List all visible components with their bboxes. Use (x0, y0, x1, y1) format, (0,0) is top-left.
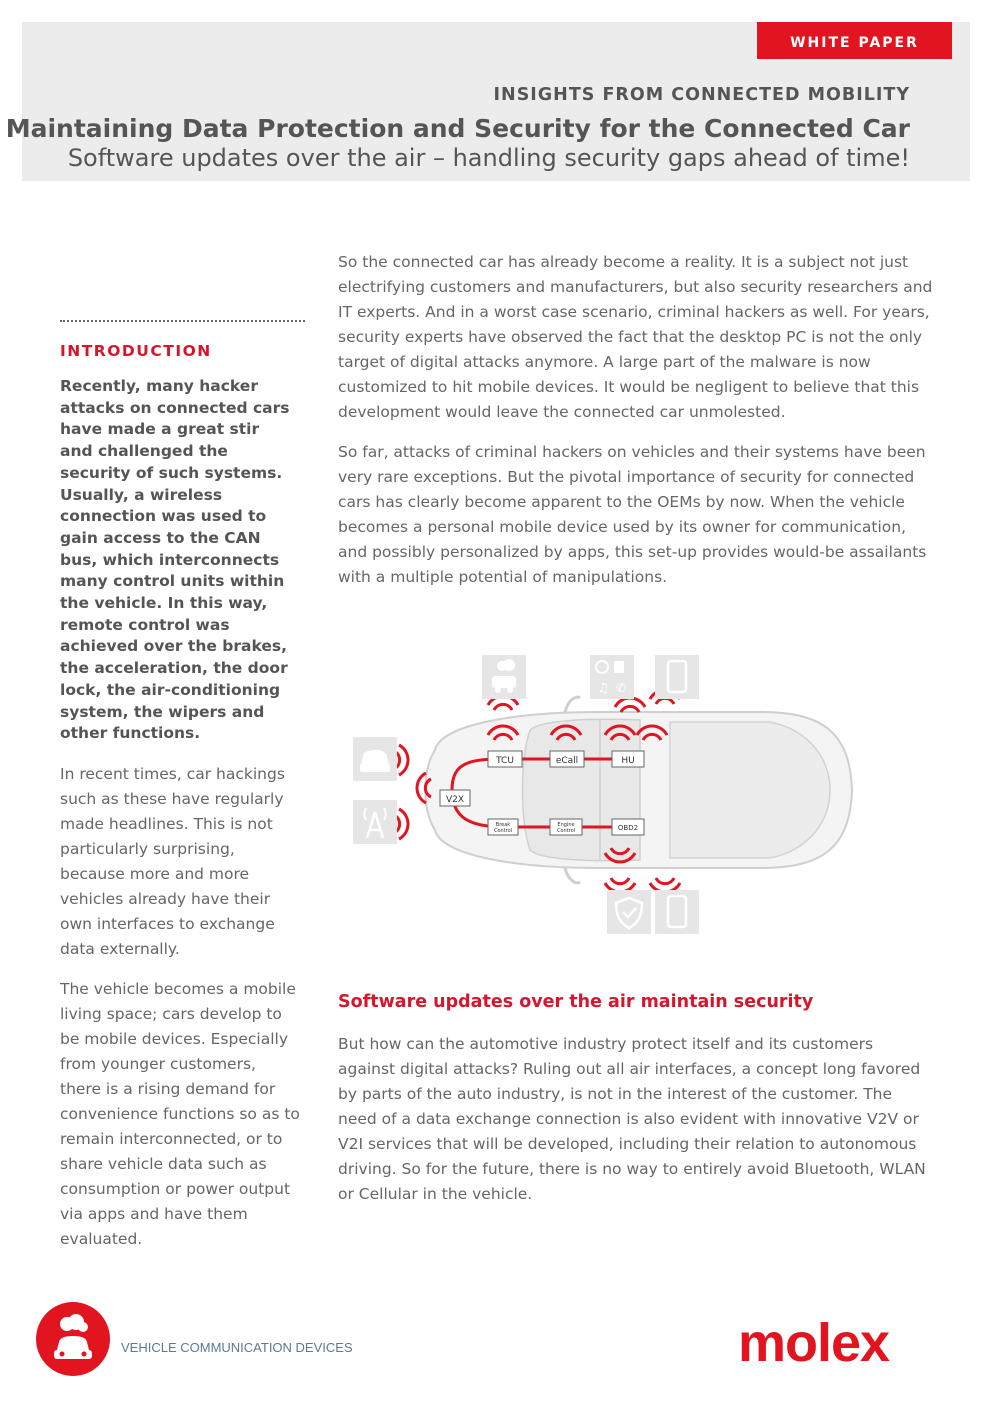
header-band (5, 22, 970, 181)
node-obd2-label: OBD2 (617, 824, 639, 832)
node-tcu (488, 751, 522, 767)
body-paragraph: But how can the automotive industry protect itself and its customers against digital attacks? Ruling out all air interfaces, a concept long favored by parts of the auto industry, is not in the interest of the customer. The need of a data exchange connection is also evident with innovative V2V or V2I services that will be developed, including their relation to autonomous driving. So for the future, there is no way to entirely avoid Bluetooth, WLAN or Cellular in the vehicle. (338, 1035, 926, 1203)
node-engine-label: Engine (557, 822, 575, 828)
section-body (338, 1032, 934, 1222)
node-break-label-2: Control (493, 828, 513, 834)
car-icon (353, 737, 397, 781)
node-v2x-label: V2X (445, 795, 465, 805)
section-heading: Software updates over the air maintain security (338, 992, 814, 1012)
footer-category-label: VEHICLE COMMUNICATION DEVICES (121, 1340, 353, 1355)
introduction-paragraph: In recent times, car hackings such as these have regularly made headlines. This is not particularly surprising, because more and more vehicles already have their own interfaces to exchange data externally. (60, 764, 285, 958)
node-obd2 (612, 819, 644, 835)
svg-text:✆: ✆ (615, 681, 627, 695)
node-v2x (440, 790, 470, 806)
dotted-divider (60, 320, 305, 322)
antenna-tower-icon (353, 800, 397, 844)
node-ecall-label: eCall (555, 756, 579, 766)
smartphone-icon (655, 890, 699, 934)
molex-logo (738, 1313, 934, 1369)
page-subtitle: Software updates over the air – handling security gaps ahead of time! (67, 144, 910, 172)
introduction-paragraph: The vehicle becomes a mobile living space; cars develop to be mobile devices. Especially from younger customers, there is a rising demand for convenience functions so as to remain interconnected, or to share vehicle data such as consumption or power output via apps and have them evaluated. (60, 979, 300, 1248)
smartphone-icon (655, 655, 699, 699)
introduction-heading: INTRODUCTION (60, 342, 212, 360)
body-paragraph: So the connected car has already become a reality. It is a subject not just electrifying customers and manufacturers, but also security researchers and IT experts. And in a worst case scenario, criminal hackers as well. For years, security experts have observed the fact that the desktop PC is not the only target of digital attacks anymore. A large part of the malware is now customized to hit mobile devices. It would be negligent to believe that this development would leave the connected car unmolested. (338, 253, 933, 421)
security-shield-icon (607, 890, 651, 934)
navigation-media-icon (590, 655, 634, 699)
cloud-car-icon (482, 655, 526, 699)
left-column (60, 320, 305, 1267)
cloud-car-icon (54, 1314, 92, 1359)
header-kicker: INSIGHTS FROM CONNECTED MOBILITY (493, 85, 910, 105)
page-title: Maintaining Data Protection and Security for the Connected Car (5, 114, 910, 143)
body-paragraph: So far, attacks of criminal hackers on vehicles and their systems have been very rare exceptions. But the pivotal importance of security for connected cars has clearly become apparent to the OEMs by now. When the vehicle becomes a personal mobile device used by its owner for communication, and possibly personalized by apps, this set-up provides would-be assailants with a multiple potential of manipulations. (338, 443, 927, 586)
node-hu-label: HU (621, 756, 635, 766)
white-paper-tag: WHITE PAPER (757, 22, 952, 59)
svg-text:molex: molex (738, 1313, 890, 1369)
node-engine-label-2: Control (556, 828, 576, 834)
right-column (338, 250, 934, 605)
node-break-label: Break (495, 822, 511, 828)
node-break-control (488, 819, 518, 835)
vehicle-communication-badge (36, 1302, 110, 1376)
node-hu (612, 751, 644, 767)
node-engine-control (550, 819, 582, 835)
car-outline (425, 697, 852, 883)
node-ecall (550, 751, 584, 767)
connected-car-diagram (340, 650, 860, 940)
introduction-lead: Recently, many hacker attacks on connected cars have made a great stir and challenged the security of such systems. Usually, a wireless connection was used to gain access to the CAN bus, which interconnects many control units within the vehicle. In this way, remote control was achieved over the brakes, the acceleration, the door lock, the air-conditioning system, the wipers and other functions. (60, 377, 290, 743)
svg-text:♫: ♫ (597, 681, 609, 696)
node-tcu-label: TCU (496, 756, 514, 766)
